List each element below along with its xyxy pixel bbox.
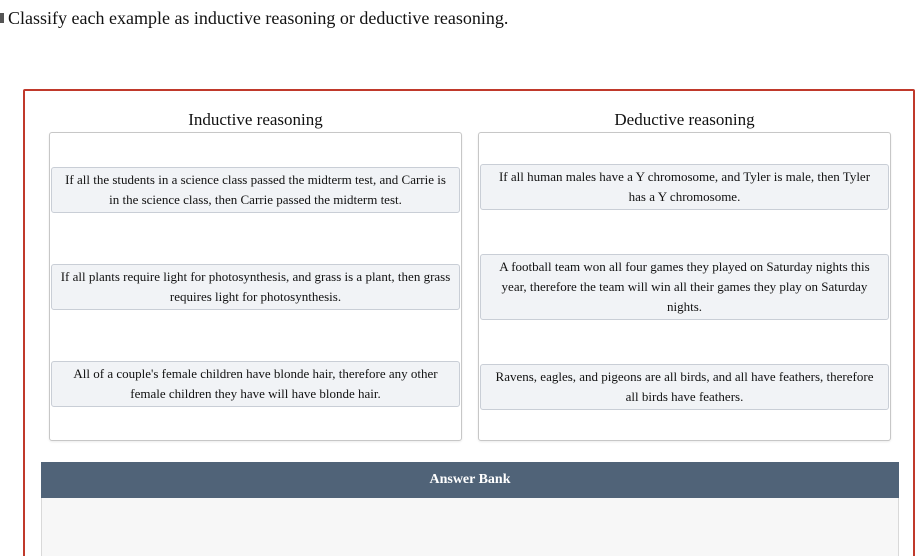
draggable-card[interactable]: If all plants require light for photosynthesis, and grass is a plant, then grass requires light for photosynthesis. [51, 264, 460, 310]
prompt-text: Classify each example as inductive reasoning or deductive reasoning. [8, 8, 509, 28]
draggable-card[interactable]: Ravens, eagles, and pigeons are all birds, and all have feathers, therefore all birds have feathers. [480, 364, 889, 410]
deductive-column-heading: Deductive reasoning [614, 110, 755, 129]
draggable-card[interactable]: All of a couple's female children have blonde hair, therefore any other female children they have will have blonde hair. [51, 361, 460, 407]
prompt-bullet-icon [0, 13, 4, 23]
inductive-drop-zone[interactable] [49, 132, 462, 441]
answer-bank-label: Answer Bank [429, 472, 511, 487]
answer-bank-drop-zone[interactable] [41, 498, 899, 556]
deductive-drop-zone[interactable] [478, 132, 891, 441]
question-prompt [0, 8, 508, 29]
draggable-card[interactable]: If all human males have a Y chromosome, and Tyler is male, then Tyler has a Y chromosome. [480, 164, 889, 210]
draggable-card[interactable]: A football team won all four games they played on Saturday nights this year, therefore the team will win all their games they play on Saturday nights. [480, 254, 889, 320]
answer-bank-header [41, 462, 899, 498]
draggable-card[interactable]: If all the students in a science class passed the midterm test, and Carrie is in the science class, then Carrie passed the midterm test. [51, 167, 460, 213]
inductive-column-heading: Inductive reasoning [188, 110, 323, 129]
